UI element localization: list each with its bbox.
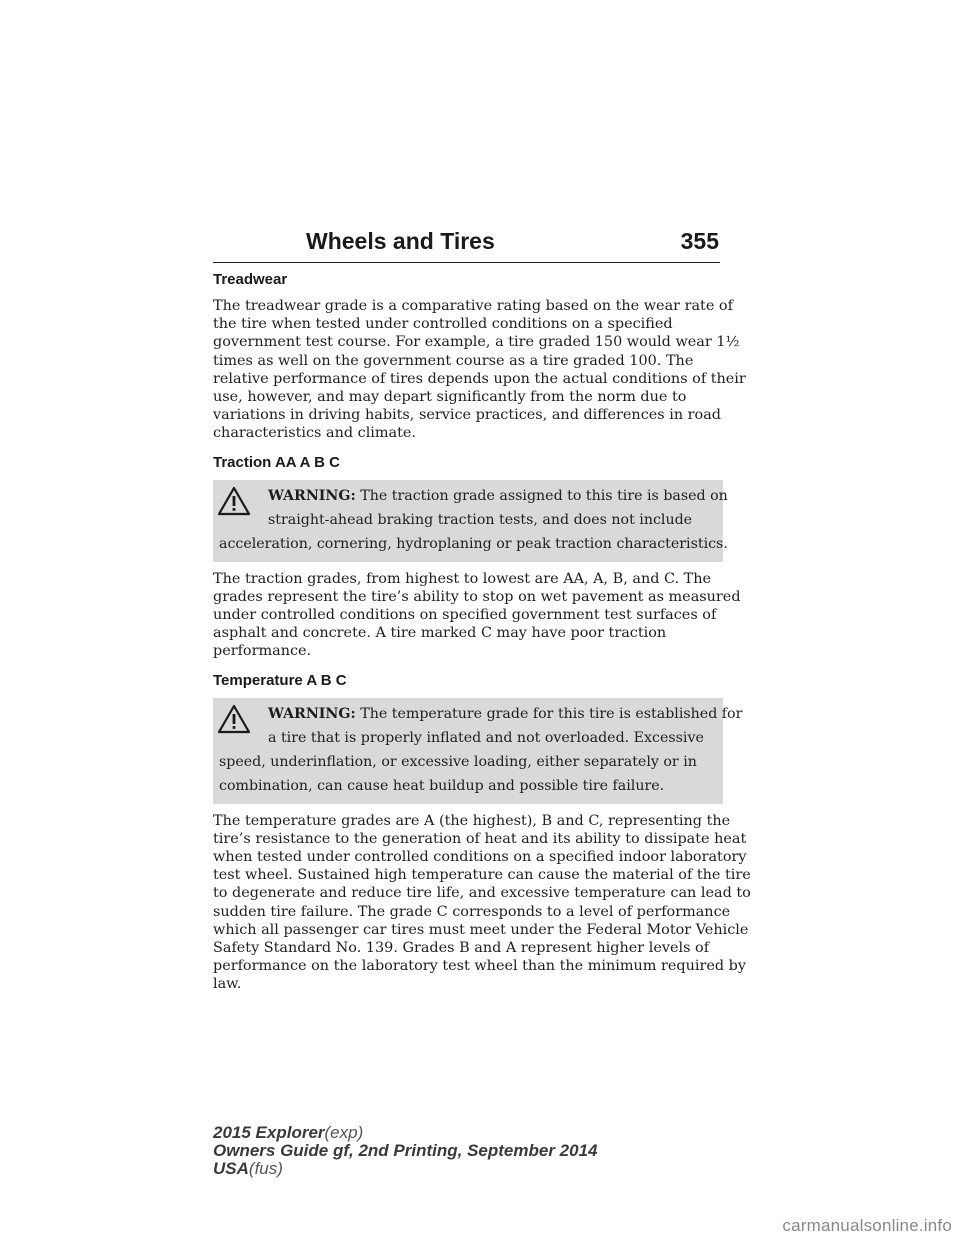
text-line: characteristics and climate. (213, 425, 416, 442)
text-line: The treadwear grade is a comparative rating based on the wear rate of (213, 298, 733, 314)
text-line: tire’s resistance to the generation of heat and its ability to dissipate heat (213, 830, 747, 847)
footer-printing: Owners Guide gf, 2nd Printing, September 2014 (213, 1141, 598, 1160)
traction-paragraph (213, 570, 741, 661)
warning-box (213, 698, 743, 804)
text-line: test wheel. Sustained high temperature can cause the material of the tire (213, 867, 751, 884)
text-line: variations in driving habits, service practices, and differences in road (213, 407, 722, 424)
text-line: performance. (213, 643, 312, 660)
warning-triangle-icon (217, 704, 251, 734)
text-line: performance on the laboratory test wheel than the minimum required by (213, 958, 747, 975)
temperature-paragraph (213, 812, 751, 994)
text-line: times as well on the government course as a tire graded 100. The (213, 352, 694, 369)
warning-text: The temperature grade for this tire is established for (360, 705, 743, 722)
text-line: grades represent the tire’s ability to stop on wet pavement as measured (213, 588, 741, 605)
text-line: relative performance of tires depends upon the actual conditions of their (213, 370, 746, 387)
traction-heading: Traction AA A B C (213, 453, 340, 471)
warning-box (213, 480, 728, 562)
text-line: to degenerate and reduce tire life, and excessive temperature can lead to (213, 885, 751, 902)
text-line: law. (213, 976, 242, 993)
treadwear-paragraph (213, 297, 746, 443)
footer-region: USA (213, 1159, 249, 1178)
section-title: Wheels and Tires (306, 228, 495, 254)
text-line: which all passenger car tires must meet under the Federal Motor Vehicle (213, 921, 749, 938)
footer-model-code: (exp) (324, 1123, 364, 1142)
text-line: when tested under controlled conditions on a specified indoor laboratory (213, 849, 747, 866)
warning-line (219, 484, 728, 508)
warning-line: straight-ahead braking traction tests, and does not include (268, 511, 693, 528)
traction-warning (213, 480, 728, 562)
text-line: under controlled conditions on specified government test surfaces of (213, 607, 717, 624)
warning-line: speed, underinflation, or excessive loading, either separately or in (219, 753, 697, 770)
text-line: government test course. For example, a tire graded 150 would wear 1½ (213, 334, 740, 351)
warning-triangle-icon (217, 486, 251, 516)
text-line: The temperature grades are A (the highest), B and C, representing the (213, 812, 731, 829)
footer-line-1 (213, 1123, 363, 1142)
text-line: Safety Standard No. 139. Grades B and A represent higher levels of (213, 940, 710, 957)
treadwear-heading: Treadwear (213, 271, 288, 288)
warning-line: acceleration, cornering, hydroplaning or peak traction characteristics. (219, 535, 728, 552)
text-line: the tire when tested under controlled conditions on a specified (213, 316, 673, 333)
text-line: sudden tire failure. The grade C corresponds to a level of performance (213, 903, 731, 920)
footer-model: 2015 Explorer (213, 1123, 325, 1142)
warning-label: WARNING: (268, 705, 356, 722)
page-content (213, 270, 751, 1004)
text-line: The traction grades, from highest to lowest are AA, A, B, and C. The (213, 570, 712, 587)
temperature-heading: Temperature A B C (213, 671, 347, 689)
footer-line-3 (213, 1159, 283, 1178)
page-header (213, 228, 720, 263)
page-number: 355 (680, 228, 719, 254)
text-line: asphalt and concrete. A tire marked C may have poor traction (213, 625, 667, 642)
warning-line: a tire that is properly inflated and not overloaded. Excessive (268, 729, 704, 746)
warning-text: The traction grade assigned to this tire is based on (360, 487, 728, 504)
page-footer (213, 1124, 597, 1178)
warning-line: combination, can cause heat buildup and possible tire failure. (219, 777, 665, 794)
text-line: use, however, and may depart significantly from the norm due to (213, 389, 687, 406)
temperature-warning (213, 698, 743, 804)
footer-region-code: (fus) (248, 1159, 283, 1178)
warning-line (219, 702, 743, 726)
watermark: carmanualsonline.info (782, 1216, 952, 1235)
warning-label: WARNING: (268, 487, 356, 504)
